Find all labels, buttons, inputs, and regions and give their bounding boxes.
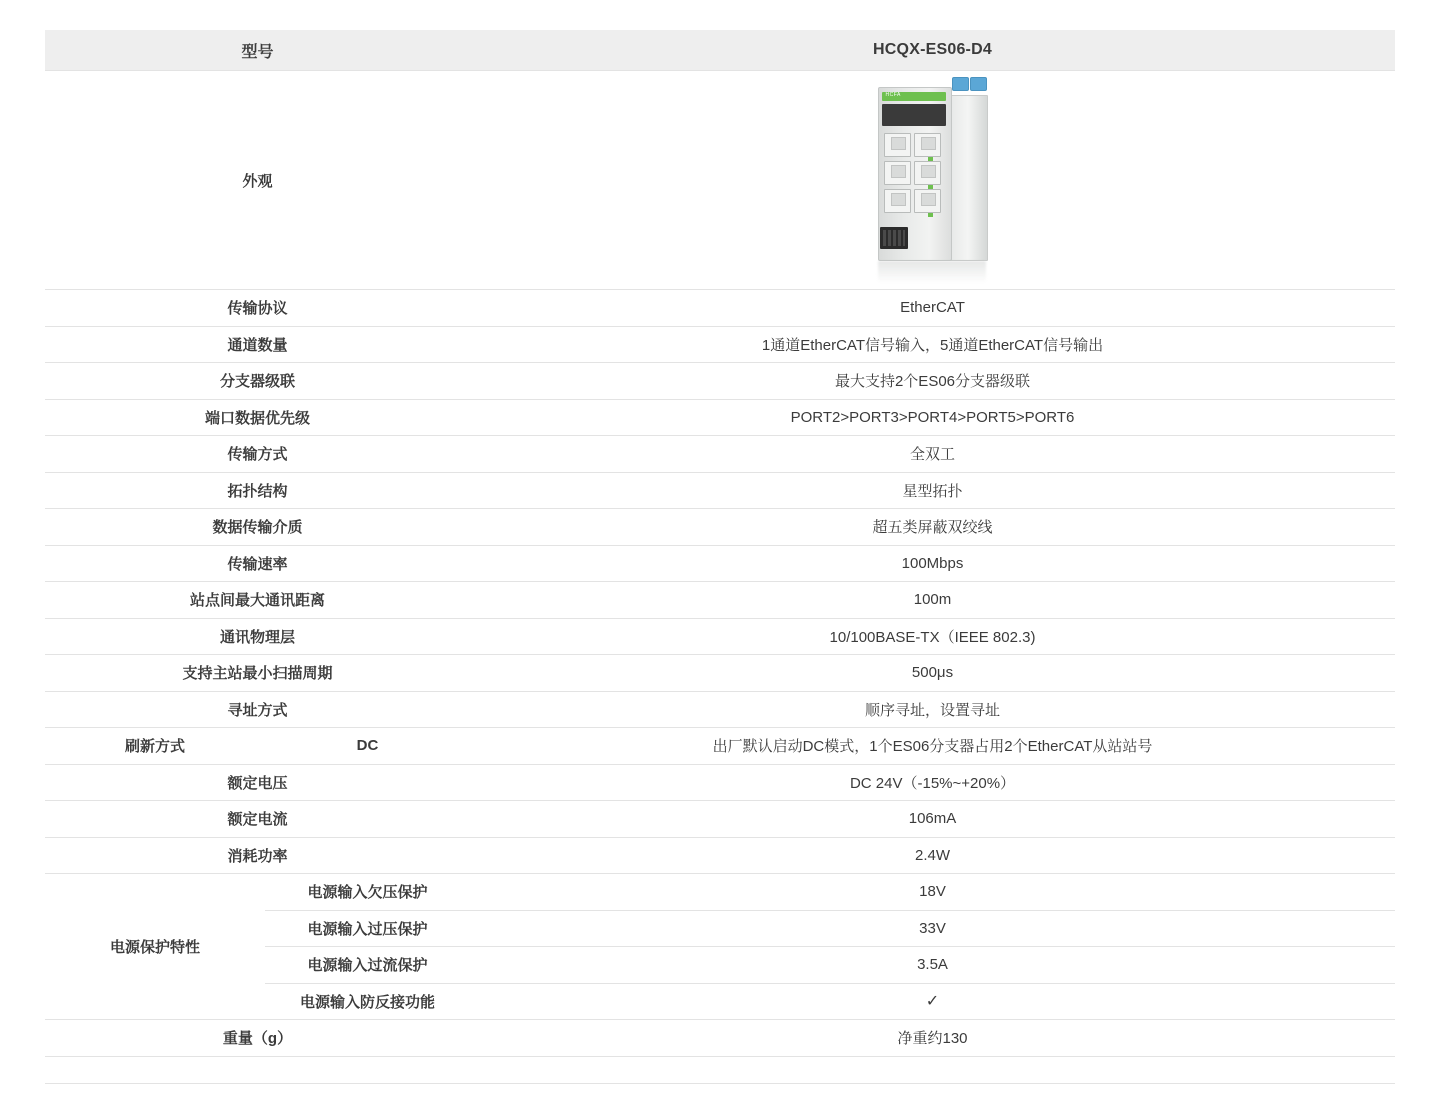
- device-port-3: [884, 161, 911, 185]
- table-row: [45, 764, 1395, 801]
- refresh-mode-row: [45, 728, 1395, 765]
- weight-value: 净重约130: [470, 1020, 1395, 1057]
- row-value: 2.4W: [470, 837, 1395, 874]
- device-port-5: [884, 189, 911, 213]
- protection-item-label: 电源输入过流保护: [265, 947, 470, 984]
- header-label: 型号: [45, 30, 470, 71]
- row-value: PORT2>PORT3>PORT4>PORT5>PORT6: [470, 399, 1395, 436]
- weight-row: [45, 1020, 1395, 1057]
- protection-row: [45, 874, 1395, 911]
- row-value: 1通道EtherCAT信号输入，5通道EtherCAT信号输出: [470, 326, 1395, 363]
- appearance-label: 外观: [45, 71, 470, 290]
- protection-item-value: 18V: [470, 874, 1395, 911]
- row-value: 500μs: [470, 655, 1395, 692]
- protection-item-value: 3.5A: [470, 947, 1395, 984]
- table-row: [45, 436, 1395, 473]
- table-row: [45, 509, 1395, 546]
- device-port-6: [914, 189, 941, 213]
- appearance-row: [45, 71, 1395, 290]
- row-label: 数据传输介质: [45, 509, 470, 546]
- device-side-panel: [948, 95, 988, 261]
- device-port-1: [884, 133, 911, 157]
- row-label: 消耗功率: [45, 837, 470, 874]
- refresh-mode-value: 出厂默认启动DC模式，1个ES06分支器占用2个EtherCAT从站站号: [470, 728, 1395, 765]
- row-value: 星型拓扑: [470, 472, 1395, 509]
- table-row: [45, 472, 1395, 509]
- table-row: [45, 399, 1395, 436]
- row-value: DC 24V（-15%~+20%）: [470, 764, 1395, 801]
- table-row: [45, 655, 1395, 692]
- row-label: 传输协议: [45, 290, 470, 327]
- row-value: 100m: [470, 582, 1395, 619]
- table-row: [45, 290, 1395, 327]
- device-port-group: [882, 133, 948, 219]
- table-row: [45, 801, 1395, 838]
- row-value: 全双工: [470, 436, 1395, 473]
- bottom-divider: [45, 1083, 1395, 1084]
- row-label: 传输速率: [45, 545, 470, 582]
- device-brand-text: HCFA: [885, 92, 901, 98]
- device-display-window: [882, 104, 946, 126]
- row-value: 100Mbps: [470, 545, 1395, 582]
- table-row: [45, 837, 1395, 874]
- row-value: 顺序寻址，设置寻址: [470, 691, 1395, 728]
- table-row: [45, 363, 1395, 400]
- row-label: 拓扑结构: [45, 472, 470, 509]
- protection-item-label: 电源输入过压保护: [265, 910, 470, 947]
- row-label: 站点间最大通讯距离: [45, 582, 470, 619]
- table-row: [45, 618, 1395, 655]
- row-label: 支持主站最小扫描周期: [45, 655, 470, 692]
- weight-label: 重量（g）: [45, 1020, 470, 1057]
- row-label: 传输方式: [45, 436, 470, 473]
- protection-group-label: 电源保护特性: [45, 874, 265, 1020]
- protection-item-label: 电源输入欠压保护: [265, 874, 470, 911]
- row-value: 最大支持2个ES06分支器级联: [470, 363, 1395, 400]
- table-row: [45, 326, 1395, 363]
- refresh-mode-group-label: 刷新方式: [45, 728, 265, 765]
- refresh-mode-sub-label: DC: [265, 728, 470, 765]
- table-row: [45, 691, 1395, 728]
- reverse-polarity-check-icon: ✓: [470, 983, 1395, 1020]
- device-port-4: [914, 161, 941, 185]
- header-model-value: HCQX-ES06-D4: [470, 30, 1395, 71]
- device-reflection: [878, 261, 986, 283]
- row-value: EtherCAT: [470, 290, 1395, 327]
- appearance-image-cell: [470, 71, 1395, 290]
- device-port-2: [914, 133, 941, 157]
- table-header-row: [45, 30, 1395, 71]
- device-power-terminal: [880, 227, 908, 249]
- row-label: 额定电压: [45, 764, 470, 801]
- table-row: [45, 545, 1395, 582]
- row-value: 超五类屏蔽双绞线: [470, 509, 1395, 546]
- row-value: 106mA: [470, 801, 1395, 838]
- table-row: [45, 582, 1395, 619]
- row-label: 端口数据优先级: [45, 399, 470, 436]
- row-label: 额定电流: [45, 801, 470, 838]
- device-top-connector-1: [952, 77, 969, 91]
- row-label: 通讯物理层: [45, 618, 470, 655]
- row-value: 10/100BASE-TX（IEEE 802.3): [470, 618, 1395, 655]
- device-illustration: [868, 75, 998, 285]
- protection-item-value: 33V: [470, 910, 1395, 947]
- protection-item-label: 电源输入防反接功能: [265, 983, 470, 1020]
- row-label: 寻址方式: [45, 691, 470, 728]
- row-label: 通道数量: [45, 326, 470, 363]
- specification-table: [45, 30, 1395, 1057]
- row-label: 分支器级联: [45, 363, 470, 400]
- device-top-connector-2: [970, 77, 987, 91]
